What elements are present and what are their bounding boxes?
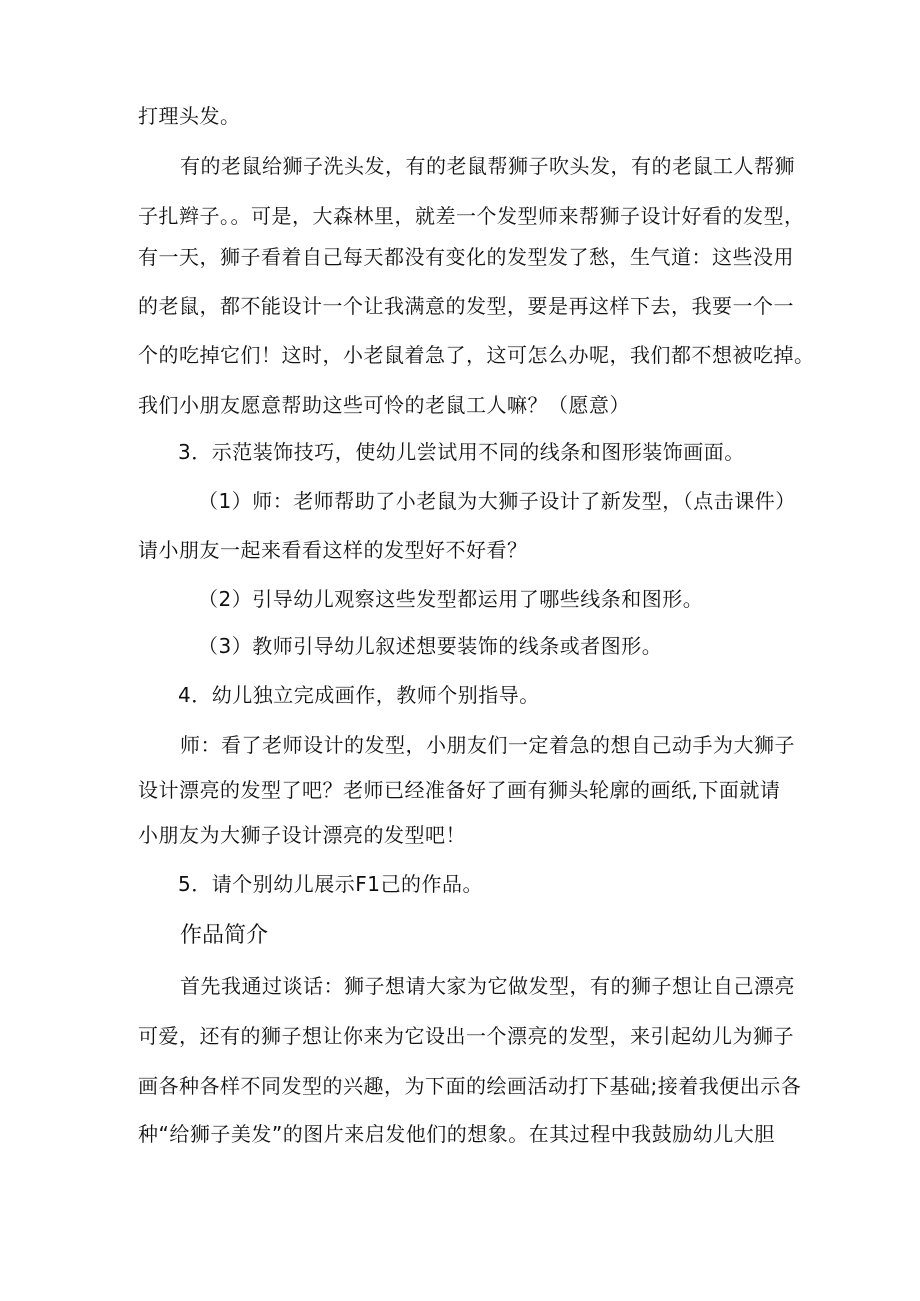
paragraph-line: 画各种各样不同发型的兴趣，为下面的绘画活动打下基础;接着我便出示各 xyxy=(138,1074,802,1098)
paragraph-line: （3）教师引导幼儿叙述想要装饰的线条或者图形。 xyxy=(198,634,663,658)
paragraph-line: 师：看了老师设计的发型，小朋友们一定着急的想自己动手为大狮子 xyxy=(180,733,795,757)
paragraph-line: 我们小朋友愿意帮助这些可怜的老鼠工人嘛？（愿意） xyxy=(138,393,630,417)
paragraph-line: 的老鼠，都不能设计一个让我满意的发型，要是再这样下去，我要一个一 xyxy=(138,294,794,318)
paragraph-line: 有的老鼠给狮子洗头发，有的老鼠帮狮子吹头发，有的老鼠工人帮狮 xyxy=(180,154,795,178)
paragraph-line: 4．幼儿独立完成画作，教师个别指导。 xyxy=(178,683,540,707)
paragraph-line: 请小朋友一起来看看这样的发型好不好看？ xyxy=(138,538,528,562)
paragraph-line: 有一天，狮子看着自己每天都没有变化的发型发了愁，生气道：这些没用 xyxy=(138,245,794,269)
paragraph-line: 5．请个别幼儿展示F1己的作品。 xyxy=(178,872,483,896)
paragraph-line: 设计漂亮的发型了吧？老师已经准备好了画有狮头轮廓的画纸,下面就请 xyxy=(138,778,781,802)
paragraph-line: 小朋友为大狮子设计漂亮的发型吧！ xyxy=(138,823,466,847)
paragraph-line: 个的吃掉它们！这时，小老鼠着急了，这可怎么办呢，我们都不想被吃掉。 xyxy=(138,343,815,367)
paragraph-line: （1）师：老师帮助了小老鼠为大狮子设计了新发型，（点击课件） xyxy=(198,489,796,513)
paragraph-line: （2）引导幼儿观察这些发型都运用了哪些线条和图形。 xyxy=(198,587,704,611)
paragraph-line: 首先我通过谈话：狮子想请大家为它做发型，有的狮子想让自己漂亮 xyxy=(180,974,795,998)
paragraph-line: 打理头发。 xyxy=(138,104,241,128)
paragraph-line: 种“给狮子美发”的图片来启发他们的想象。在其过程中我鼓励幼儿大胆 xyxy=(138,1122,775,1146)
paragraph-line: 3．示范装饰技巧，使幼儿尝试用不同的线条和图形装饰画面。 xyxy=(178,440,745,464)
paragraph-line: 可爱，还有的狮子想让你来为它设出一个漂亮的发型，来引起幼儿为狮子 xyxy=(138,1024,794,1048)
paragraph-line: 子扎辫子。。可是，大森林里，就差一个发型师来帮狮子设计好看的发型， xyxy=(138,204,805,228)
section-heading: 作品简介 xyxy=(180,923,269,948)
